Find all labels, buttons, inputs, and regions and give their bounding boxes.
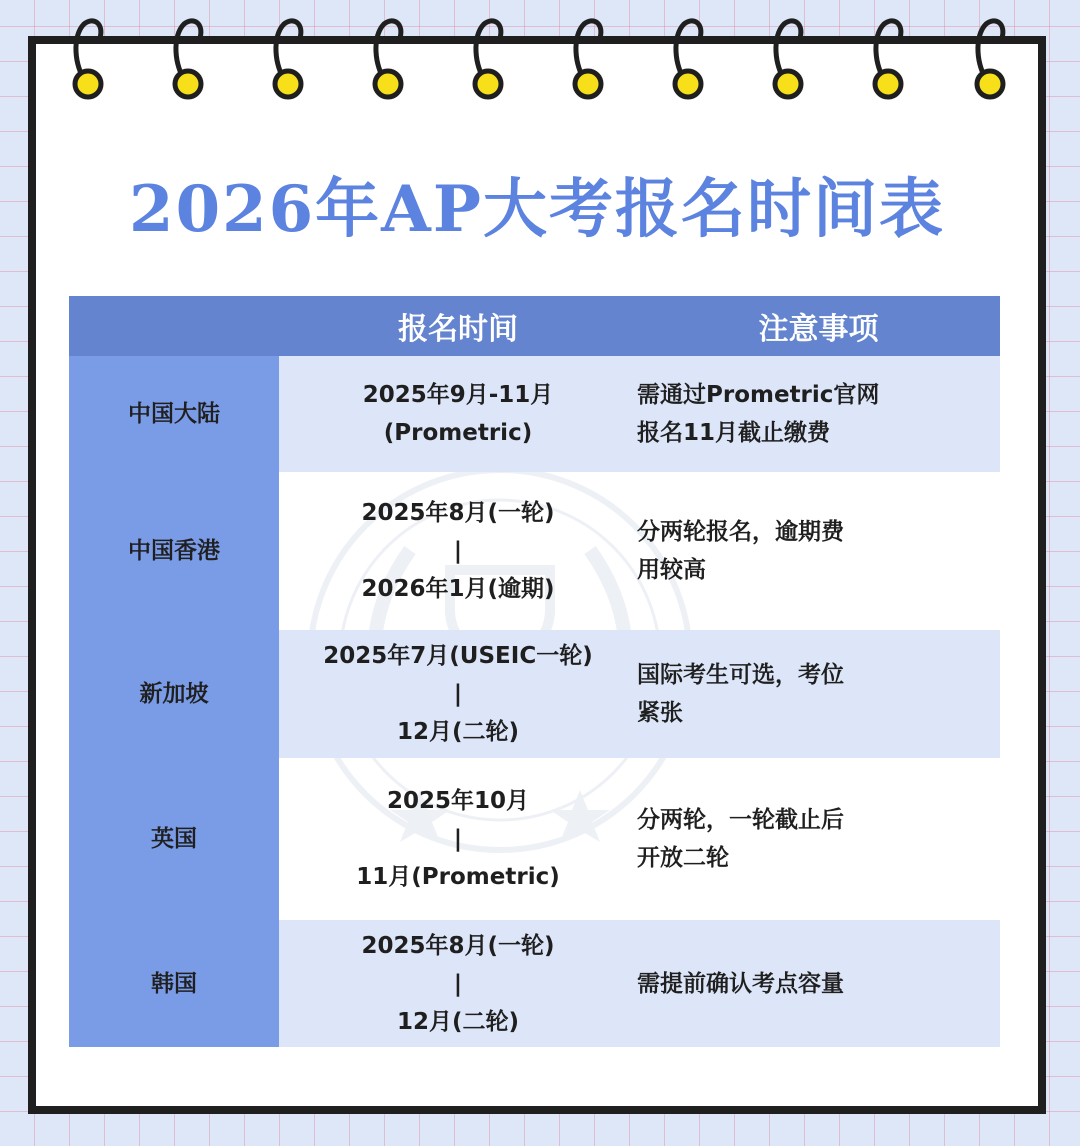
time-line: 2025年7月(USEIC一轮) xyxy=(323,643,593,669)
note-line: 国际考生可选，考位 xyxy=(637,662,844,688)
time-line: (Prometric) xyxy=(383,420,533,446)
note-line: 分两轮报名，逾期费 xyxy=(637,519,844,545)
table-row xyxy=(69,630,1000,758)
binder-ring-icon xyxy=(972,16,1008,102)
header-region xyxy=(69,296,279,356)
time-line: | xyxy=(453,826,463,852)
time-line: 12月(二轮) xyxy=(396,1008,520,1035)
registration-time-cell xyxy=(279,758,637,920)
note-cell xyxy=(637,472,1000,630)
region-cell: 中国香港 xyxy=(69,472,279,630)
region-cell: 新加坡 xyxy=(69,630,279,758)
registration-time-cell xyxy=(279,630,637,758)
note-cell xyxy=(637,758,1000,920)
binder-ring-icon xyxy=(470,16,506,102)
header-notes: 注意事项 xyxy=(637,296,1000,356)
table-row xyxy=(69,356,1000,472)
time-line: 12月(二轮) xyxy=(396,719,520,745)
note-line: 分两轮，一轮截止后 xyxy=(637,807,844,833)
note-line: 开放二轮 xyxy=(637,845,729,871)
page-title: 2026年AP大考报名时间表 xyxy=(129,172,945,247)
table-row xyxy=(69,758,1000,920)
note-line: 报名11月截止缴费 xyxy=(637,420,831,446)
note-cell xyxy=(637,630,1000,758)
registration-time-cell xyxy=(279,920,637,1047)
note-line: 用较高 xyxy=(637,557,706,583)
table-header-row xyxy=(69,296,1000,356)
table-row xyxy=(69,920,1000,1047)
note-cell xyxy=(637,356,1000,472)
binder-ring-icon xyxy=(70,16,106,102)
time-line: 2025年9月-11月 xyxy=(362,382,554,408)
note-line: 需通过Prometric官网 xyxy=(637,382,880,408)
binder-ring-icon xyxy=(870,16,906,102)
note-line: 需提前确认考点容量 xyxy=(637,970,844,997)
time-line: 2026年1月(逾期) xyxy=(361,576,555,602)
time-line: | xyxy=(453,681,463,707)
binder-ring-icon xyxy=(370,16,406,102)
binder-ring-icon xyxy=(570,16,606,102)
note-cell xyxy=(637,920,1000,1047)
time-line: | xyxy=(453,538,463,564)
registration-time-cell xyxy=(279,472,637,630)
time-line: 2025年10月 xyxy=(386,788,530,814)
time-line: 11月(Prometric) xyxy=(356,864,560,890)
registration-time-cell xyxy=(279,356,637,472)
region-cell: 中国大陆 xyxy=(69,356,279,472)
table-row xyxy=(69,472,1000,630)
region-cell: 韩国 xyxy=(69,920,279,1047)
time-line: 2025年8月(一轮) xyxy=(361,500,555,526)
binder-ring-icon xyxy=(270,16,306,102)
time-line: 2025年8月(一轮) xyxy=(361,932,555,959)
schedule-table xyxy=(69,296,1000,1047)
binder-ring-icon xyxy=(670,16,706,102)
time-line: | xyxy=(453,970,463,997)
region-cell: 英国 xyxy=(69,758,279,920)
binder-ring-icon xyxy=(770,16,806,102)
note-line: 紧张 xyxy=(637,700,683,726)
header-registration-time: 报名时间 xyxy=(279,296,637,356)
binder-ring-icon xyxy=(170,16,206,102)
